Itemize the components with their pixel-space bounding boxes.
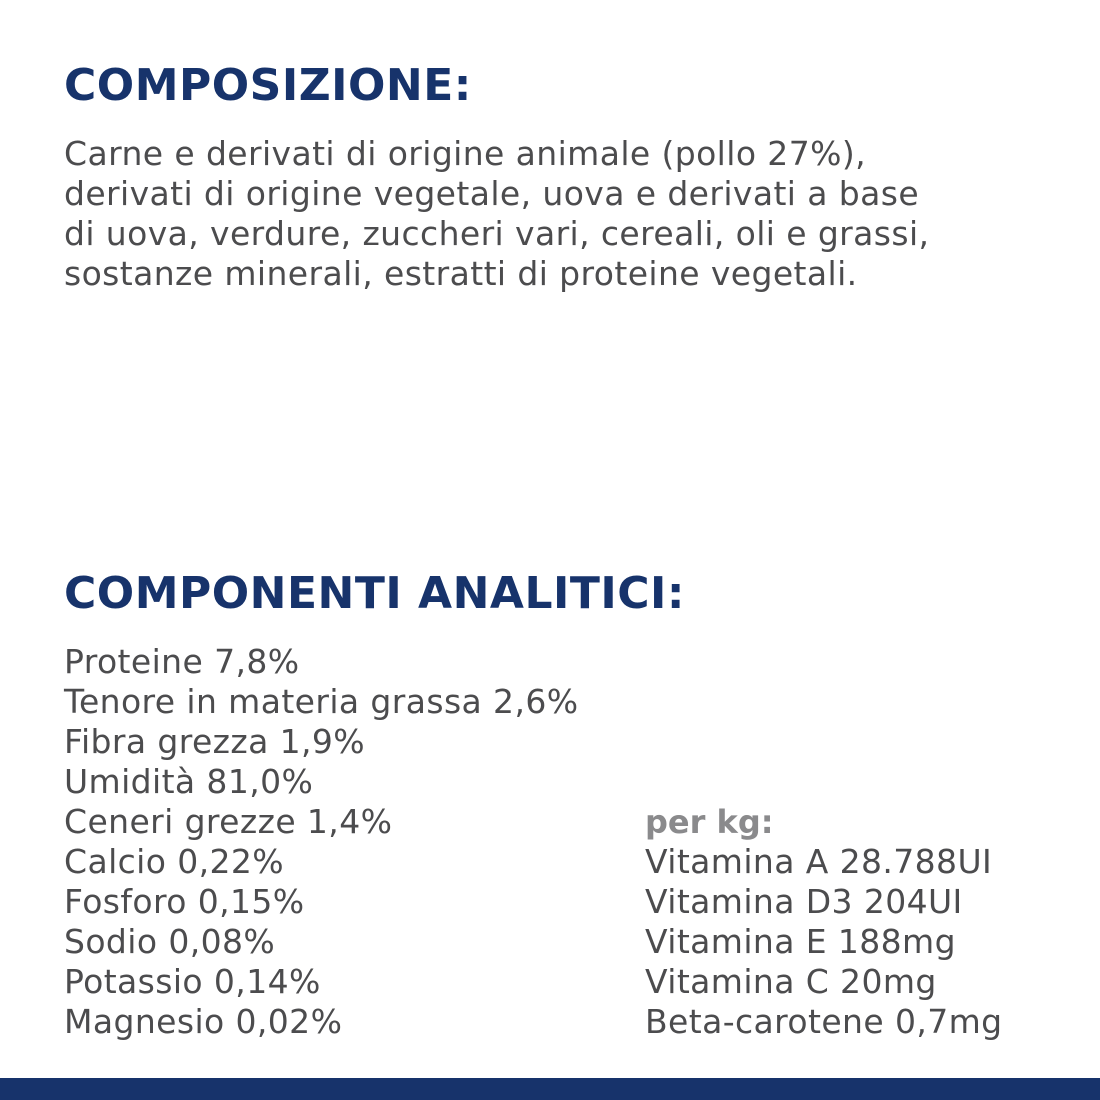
composition-line: sostanze minerali, estratti di proteine vegetali. — [64, 254, 858, 293]
composition-line: di uova, verdure, zuccheri vari, cereali, oli e grassi, — [64, 214, 930, 253]
vitamin-item: Vitamina C 20mg — [645, 962, 937, 1001]
analytical-item: Ceneri grezze 1,4% — [64, 802, 393, 841]
analytical-item: Potassio 0,14% — [64, 962, 321, 1001]
analytical-list — [64, 642, 579, 1042]
composition-line: Carne e derivati di origine animale (pollo 27%), — [64, 134, 867, 173]
vitamin-item: Vitamina D3 204UI — [645, 882, 963, 921]
analytical-item: Tenore in materia grassa 2,6% — [64, 682, 579, 721]
analytical-item: Calcio 0,22% — [64, 842, 285, 881]
analytical-item: Umidità 81,0% — [64, 762, 314, 801]
bottom-brand-bar — [0, 1078, 1100, 1100]
per-kg-heading: per kg: — [645, 803, 774, 841]
analytical-item: Fibra grezza 1,9% — [64, 722, 366, 761]
vitamin-item: Vitamina A 28.788UI — [645, 842, 993, 881]
vitamin-item: Vitamina E 188mg — [645, 922, 956, 961]
composition-heading: COMPOSIZIONE: — [64, 60, 472, 111]
composition-text — [64, 134, 929, 294]
analytical-item: Proteine 7,8% — [64, 642, 300, 681]
analytical-item: Fosforo 0,15% — [64, 882, 305, 921]
analytical-heading: COMPONENTI ANALITICI: — [64, 568, 686, 619]
analytical-item: Sodio 0,08% — [64, 922, 276, 961]
vitamin-list — [645, 842, 1003, 1042]
analytical-item: Magnesio 0,02% — [64, 1002, 343, 1041]
vitamin-item: Beta-carotene 0,7mg — [645, 1002, 1003, 1041]
composition-line: derivati di origine vegetale, uova e derivati a base — [64, 174, 920, 213]
